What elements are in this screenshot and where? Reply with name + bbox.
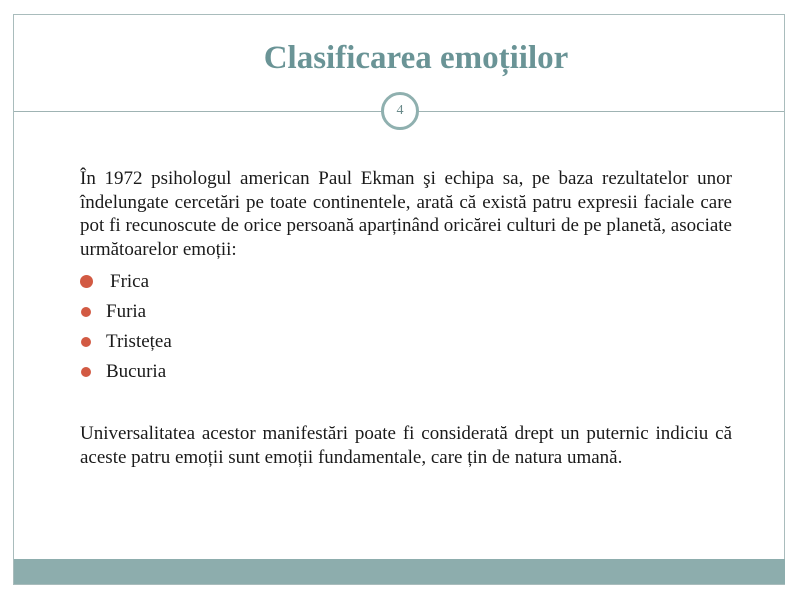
slide-title: Clasificarea emoțiilor: [263, 40, 569, 76]
emotion-list: [80, 267, 732, 387]
page-number-badge: 4: [381, 92, 419, 130]
list-item: [80, 327, 732, 357]
bullet-dot-icon: [81, 367, 91, 377]
slide-content: [80, 167, 732, 469]
bullet-dot-icon: [81, 307, 91, 317]
list-item-label: Tristețea: [106, 331, 172, 352]
bullet-dot-icon: [80, 275, 93, 288]
list-item: [80, 297, 732, 327]
list-item: [80, 267, 732, 297]
footer-band: [14, 559, 785, 584]
conclusion-paragraph: Universalitatea acestor manifestări poate fi considerată drept un puternic indiciu că aceste patru emoții sunt emoții fundamentale, care țin de natura umană.: [80, 423, 732, 468]
intro-paragraph: În 1972 psihologul american Paul Ekman şi echipa sa, pe baza rezultatelor unor îndelungate cercetări pe toate continentele, arată că există patru expresii faciale care pot fi recunoscute de orice persoană aparținând oricărei culturi de pe planetă, asociate următoarelor emoții:: [80, 168, 732, 260]
list-item-label: Frica: [110, 271, 150, 292]
list-item-label: Furia: [106, 301, 147, 322]
list-item-label: Bucuria: [106, 361, 167, 382]
bullet-dot-icon: [81, 337, 91, 347]
list-item: [80, 357, 732, 387]
